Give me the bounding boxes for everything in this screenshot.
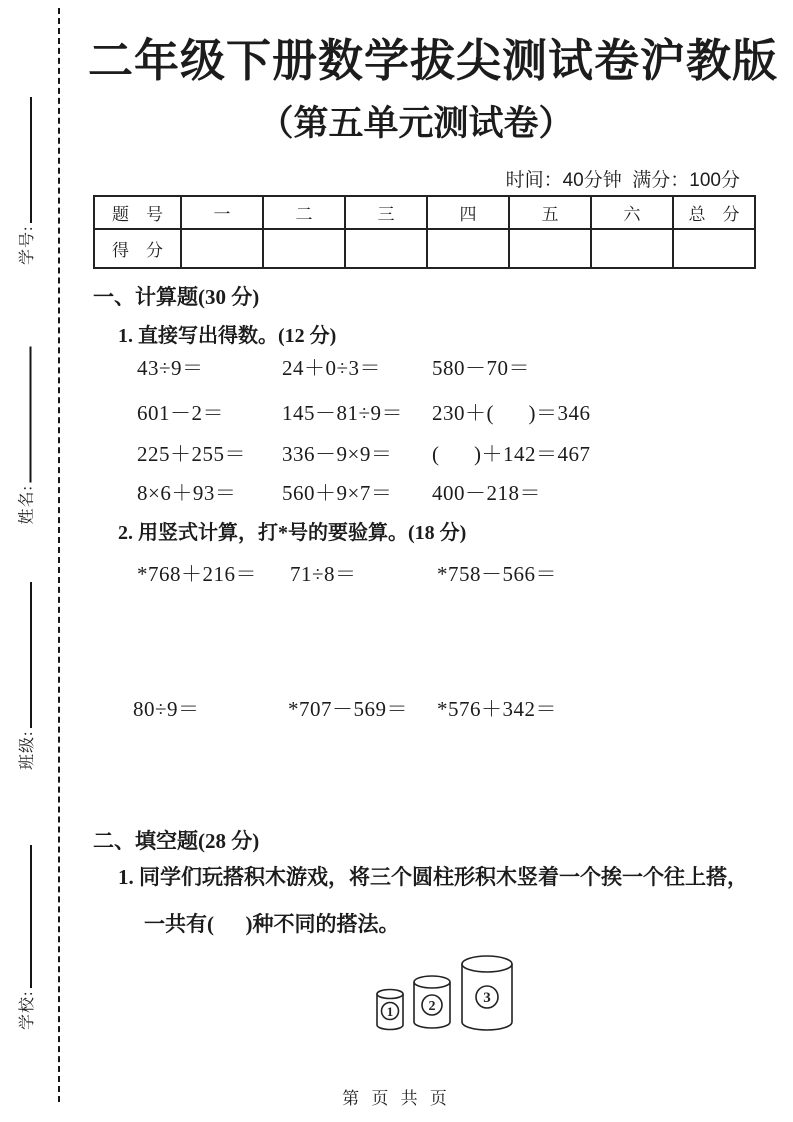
score-table-score-row <box>94 229 755 268</box>
score-table-header-cell: 题 号 <box>94 196 181 229</box>
score-table-header-cell: 一 <box>181 196 263 229</box>
math-expression: 71÷8＝ <box>290 562 357 586</box>
section2-heading: 二、填空题(28 分) <box>93 829 260 853</box>
math-expression: *758－566＝ <box>437 562 557 586</box>
score-table-header-cell: 五 <box>509 196 591 229</box>
page-subtitle: （第五单元测试卷） <box>258 104 574 143</box>
section1-q1-prompt: 1. 直接写出得数。(12 分) <box>118 325 337 347</box>
score-row-label: 得 分 <box>94 229 181 268</box>
math-expression: 560＋9×7＝ <box>282 481 393 505</box>
math-expression: 8×6＋93＝ <box>137 481 237 505</box>
page-footer: 第 页 共 页 <box>342 1089 451 1108</box>
section2-q1-line2: 一共有( )种不同的搭法。 <box>144 912 400 936</box>
margin-field-school <box>16 820 40 1030</box>
score-cell-empty <box>345 229 427 268</box>
score-cell-empty <box>181 229 263 268</box>
math-expression: ( )＋142＝467 <box>432 442 591 466</box>
math-expression: 43÷9＝ <box>137 356 204 380</box>
math-expression: 145－81÷9＝ <box>282 401 404 425</box>
margin-field-name <box>16 310 40 525</box>
math-expression: 225＋255＝ <box>137 442 246 466</box>
school-label: 学校: <box>19 990 36 1030</box>
class-blank <box>17 582 32 728</box>
section1-heading: 一、计算题(30 分) <box>93 285 260 309</box>
score-cell-empty <box>509 229 591 268</box>
student-number-label: 学号: <box>19 225 36 265</box>
section2-q1-line1: 1. 同学们玩搭积木游戏，将三个圆柱形积木竖着一个挨一个往上搭， <box>118 865 748 889</box>
cylinder-3-label: 3 <box>483 990 491 1006</box>
math-expression: 336－9×9＝ <box>282 442 393 466</box>
score-cell-empty <box>673 229 755 268</box>
cylinder-1-label: 1 <box>386 1004 394 1019</box>
score-table-header-cell: 二 <box>263 196 345 229</box>
school-blank <box>17 845 32 988</box>
cylinder-1-top <box>377 990 403 999</box>
name-blank <box>17 346 32 482</box>
score-table-header-cell: 总 分 <box>673 196 755 229</box>
math-expression: 400－218＝ <box>432 481 541 505</box>
student-number-blank <box>17 97 32 223</box>
name-label: 姓名: <box>18 485 36 525</box>
score-table <box>93 195 756 269</box>
score-table-header-cell: 四 <box>427 196 509 229</box>
score-cell-empty <box>427 229 509 268</box>
score-table-header-cell: 六 <box>591 196 673 229</box>
math-expression: 24＋0÷3＝ <box>282 356 382 380</box>
margin-field-class <box>16 560 40 770</box>
cylinder-2-top <box>414 976 450 988</box>
seal-dashed-line <box>58 8 60 1102</box>
math-expression: 580－70＝ <box>432 356 530 380</box>
math-expression: *576＋342＝ <box>437 697 557 721</box>
margin-field-student-number <box>16 85 40 265</box>
math-expression: 601－2＝ <box>137 401 224 425</box>
score-cell-empty <box>591 229 673 268</box>
page-title: 二年级下册数学拔尖测试卷沪教版 <box>88 35 779 86</box>
section1-q2-prompt: 2. 用竖式计算，打*号的要验算。(18 分) <box>118 522 467 544</box>
cylinders-figure <box>362 945 522 1037</box>
cylinder-3-top <box>462 956 512 972</box>
cylinder-2-label: 2 <box>428 999 436 1014</box>
score-table-header-row <box>94 196 755 229</box>
math-expression: *768＋216＝ <box>137 562 257 586</box>
score-cell-empty <box>263 229 345 268</box>
math-expression: 80÷9＝ <box>133 697 200 721</box>
class-label: 班级: <box>19 730 36 770</box>
math-expression: 230＋( )＝346 <box>432 401 591 425</box>
time-score-info: 时间：40分钟 满分：100分 <box>505 170 740 191</box>
math-expression: *707－569＝ <box>288 697 408 721</box>
score-table-header-cell: 三 <box>345 196 427 229</box>
